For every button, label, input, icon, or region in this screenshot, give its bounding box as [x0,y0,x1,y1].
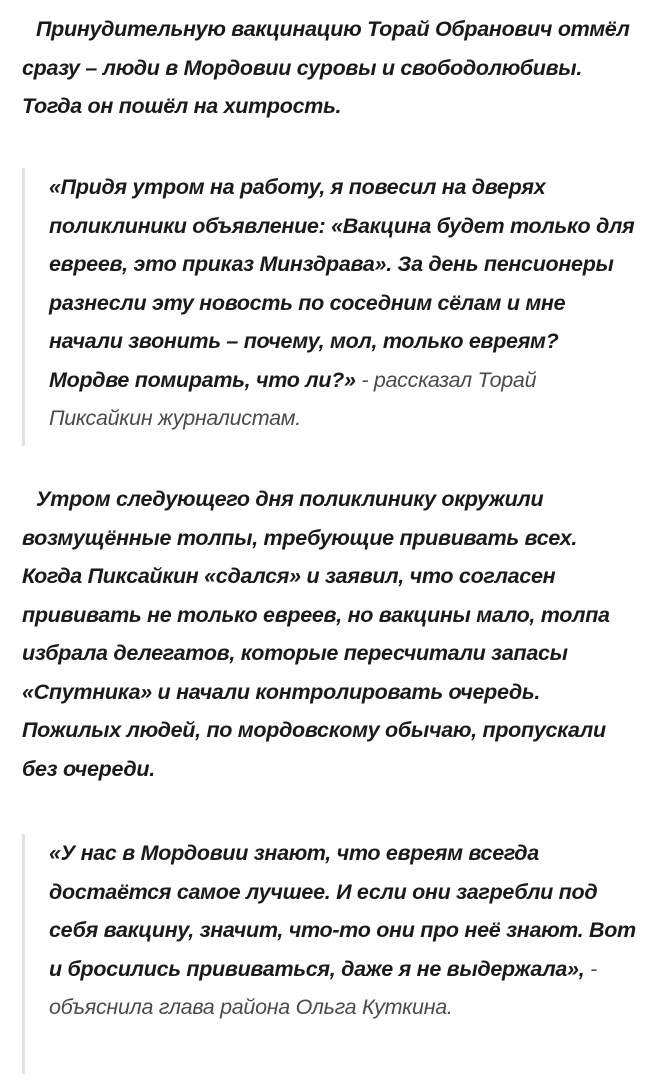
blockquote-1 [22,168,640,446]
blockquote-2 [22,834,640,1074]
quote-1-attribution: - рассказал Торай Пиксайкин журналистам. [49,367,537,430]
quote-2-attribution: - объяснила глава района Ольга Куткина. [49,956,597,1019]
article-paragraph-2: Утром следующего дня поликлинику окружили возмущённые толпы, требующие прививать всех. Когда Пиксайкин «сдался» и заявил, что согласен прививать не только евреев, но вакцины мало, толпа избрала делегатов, которые пересчитали запасы «Спутника» и начали контролировать очередь. Пожилых людей, по мордовскому обычаю, пропускали без очереди. [22,487,610,781]
quote-2-text: «У нас в Мордовии знают, что евреям всегда достаётся самое лучшее. И если они загребли под себя вакцину, значит, что-то они про неё знают. Вот и бросились прививаться, даже я не выдержала», [49,841,636,981]
article-paragraph-1: Принудительную вакцинацию Торай Обранович отмёл сразу – люди в Мордовии суровы и свободолюбивы. Тогда он пошёл на хитрость. [22,17,630,118]
quote-1-text: «Придя утром на работу, я повесил на дверях поликлиники объявление: «Вакцина будет только для евреев, это приказ Минздрава». За день пенсионеры разнесли эту новость по соседним сёлам и мне начали звонить – почему, мол, только евреям? Мордве помирать, что ли?» [49,175,635,392]
